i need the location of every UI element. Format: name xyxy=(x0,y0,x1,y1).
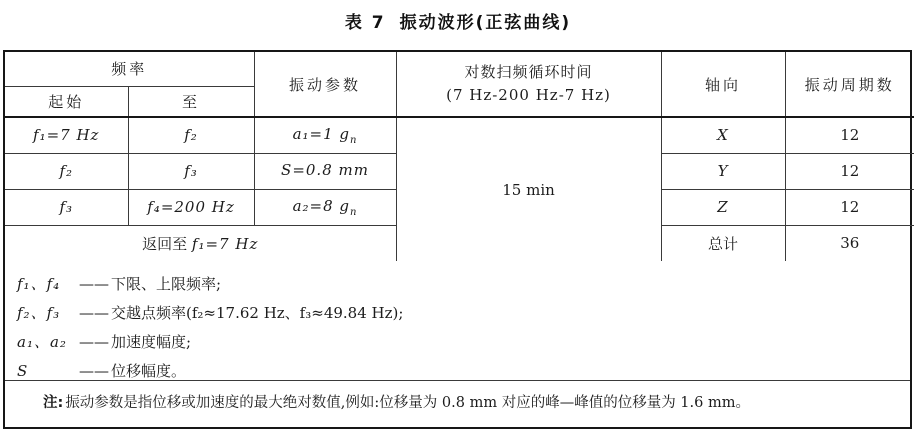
param-text: S=0.8 mm xyxy=(281,160,369,179)
cell-to-2: f₃ xyxy=(128,153,254,189)
cell-param-3 xyxy=(254,189,396,225)
cell-axis-z: Z xyxy=(661,189,785,225)
header-to: 至 xyxy=(128,86,254,117)
cell-cycles-x: 12 xyxy=(785,117,914,153)
header-sweep-time xyxy=(396,52,661,117)
legend-dash: —— xyxy=(79,362,109,380)
vibration-table xyxy=(5,52,914,261)
cell-to-3: f₄=200 Hz xyxy=(128,189,254,225)
cell-start-3: f₃ xyxy=(5,189,128,225)
table-number: 表 7 xyxy=(344,13,386,33)
header-axis: 轴向 xyxy=(661,52,785,117)
note-label: 注: xyxy=(43,395,64,411)
legend-text: 下限、上限频率; xyxy=(111,275,222,293)
table-title xyxy=(0,0,916,33)
vibration-table-frame xyxy=(3,50,912,429)
table-row xyxy=(5,117,914,153)
return-prefix: 返回至 xyxy=(142,234,192,253)
cell-return xyxy=(5,225,396,261)
legend-symbol: f₂、f₃ xyxy=(17,304,61,322)
cell-param-1 xyxy=(254,117,396,153)
cell-cycles-y: 12 xyxy=(785,153,914,189)
cell-start-2: f₂ xyxy=(5,153,128,189)
header-cycles: 振动周期数 xyxy=(785,52,914,117)
legend-symbol: S xyxy=(17,362,29,380)
header-frequency: 频率 xyxy=(5,52,254,86)
header-sweep-line1: 对数扫频循环时间 xyxy=(464,62,593,81)
note-text: 振动参数是指位移或加速度的最大绝对数值,例如:位移量为 0.8 mm 对应的峰—峰值的位移量为 1.6 mm。 xyxy=(65,395,750,411)
cell-start-1: f₁=7 Hz xyxy=(5,117,128,153)
cell-cycles-z: 12 xyxy=(785,189,914,225)
legend-symbol: a₁、a₂ xyxy=(17,333,67,351)
cell-cycles-total: 36 xyxy=(785,225,914,261)
table-title-text: 振动波形(正弦曲线) xyxy=(399,13,572,33)
symbol-legend xyxy=(5,261,910,381)
param-subscript: n xyxy=(350,206,358,218)
cell-axis-x: X xyxy=(661,117,785,153)
header-parameter: 振动参数 xyxy=(254,52,396,117)
cell-param-2 xyxy=(254,153,396,189)
legend-text: 交越点频率(f₂≈17.62 Hz、f₃≈49.84 Hz); xyxy=(111,304,404,322)
legend-line-a1-a2 xyxy=(17,328,902,357)
cell-axis-y: Y xyxy=(661,153,785,189)
legend-dash: —— xyxy=(79,304,109,322)
header-start: 起始 xyxy=(5,86,128,117)
legend-line-f2-f3 xyxy=(17,299,902,328)
cell-sweep-time: 15 min xyxy=(396,117,661,261)
legend-text: 位移幅度。 xyxy=(111,362,187,380)
return-formula: f₁=7 Hz xyxy=(191,234,259,253)
param-text: a₁=1 g xyxy=(292,124,351,143)
legend-line-f1-f4 xyxy=(17,270,902,299)
param-text: a₂=8 g xyxy=(292,196,351,215)
legend-dash: —— xyxy=(79,333,109,351)
cell-axis-total: 总计 xyxy=(661,225,785,261)
legend-dash: —— xyxy=(79,275,109,293)
table-note xyxy=(5,381,910,422)
legend-text: 加速度幅度; xyxy=(111,333,192,351)
cell-to-1: f₂ xyxy=(128,117,254,153)
param-subscript: n xyxy=(350,134,358,146)
legend-symbol: f₁、f₄ xyxy=(17,275,61,293)
header-sweep-line2: (7 Hz-200 Hz-7 Hz) xyxy=(446,86,611,104)
